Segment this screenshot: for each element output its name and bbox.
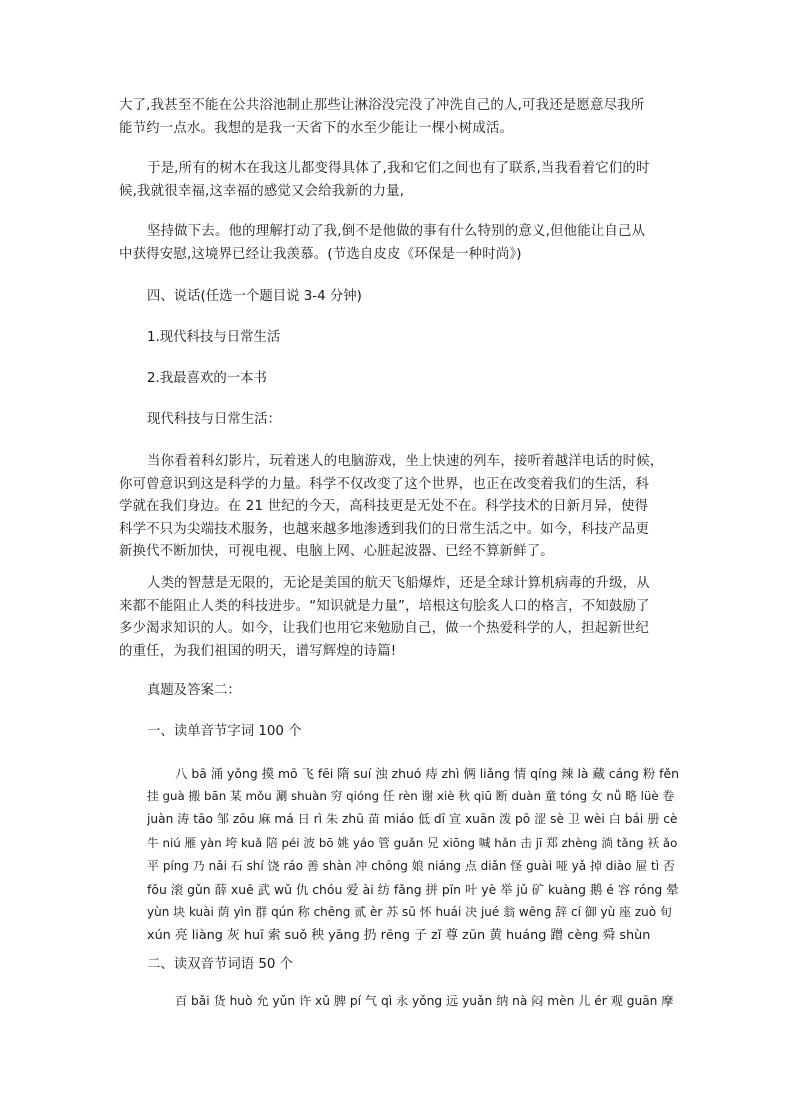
part-two-title: 二、读双音节词语 50 个 bbox=[147, 957, 294, 972]
pinyin-monosyllable-list bbox=[119, 762, 679, 948]
text-line: 科学不只为尖端技术服务，也越来越多地渗透到我们的日常生活之中。如今，科技产品更 bbox=[119, 521, 650, 537]
text-line: 学就在我们身边。在 21 世纪的今天，高科技更是无处不在。科学技术的日新月异，使得 bbox=[119, 499, 649, 514]
answers-two-title: 真题及答案二： bbox=[147, 683, 241, 698]
paragraph-intro bbox=[119, 95, 675, 140]
pinyin-line: 八 bā 涌 yǒng 摸 mō 飞 fēi 隋 suí 浊 zhuó 痔 zhì 俩 liǎng 情 qíng 辣 là 藏 cáng 粉 fěn bbox=[175, 766, 680, 781]
text-line: 中获得安慰,这境界已经让我羡慕。(节选自皮皮《环保是一种时尚》) bbox=[119, 246, 522, 262]
topic-heading: 现代科技与日常生活： bbox=[147, 412, 281, 427]
essay-paragraph-2 bbox=[119, 573, 675, 663]
pinyin-line: fǒu 滚 gǔn 薛 xuē 武 wǔ 仇 chóu 爱 ài 纺 fǎng 拼 pīn 叶 yè 举 jǔ 矿 kuàng 鹅 é 容 róng 晕 bbox=[147, 882, 679, 898]
text-line: 多少渴求知识的人。如今，让我们也用它来勉励自己，做一个热爱科学的人，担起新世纪 bbox=[119, 621, 650, 636]
text-line: 候,我就很幸福,这幸福的感觉又会给我新的力量, bbox=[119, 183, 405, 199]
text-line: 大了,我甚至不能在公共浴池制止那些让淋浴没完没了冲洗自己的人,可我还是愿意尽我所 bbox=[119, 98, 645, 113]
text-line: 新换代不断加快，可视电视、电脑上网、心脏起波器、已经不算新鲜了。 bbox=[119, 544, 554, 559]
paragraph-persist bbox=[119, 221, 675, 266]
paragraph-trees bbox=[119, 158, 675, 203]
text-line: 你可曾意识到这是科学的力量。科学不仅改变了这个世界，也正在改变着我们的生活，科 bbox=[119, 476, 650, 492]
pinyin-line: yùn 块 kuài 荫 yìn 群 qún 称 chēng 贰 èr 苏 sū 怀 huái 决 jué 翁 wēng 辞 cí 御 yù 座 zuò 旬 bbox=[147, 905, 672, 920]
text-line: 当你看着科幻影片，玩着迷人的电脑游戏，坐上快速的列车，接听着越洋电话的时候， bbox=[147, 454, 664, 469]
essay-paragraph-1 bbox=[119, 451, 675, 564]
topic-two: 2.我最喜欢的一本书 bbox=[147, 371, 267, 386]
text-line: 人类的智慧是无限的，无论是美国的航天飞船爆炸，还是全球计算机病毒的升级，从 bbox=[147, 576, 650, 591]
pinyin-line: juàn 涛 tāo 邹 zōu 麻 má 日 rì 朱 zhū 苗 miáo 低 dī 宣 xuān 泼 pō 涩 sè 卫 wèi 白 bái 册 cè bbox=[147, 812, 678, 827]
pinyin-disyllable-list bbox=[119, 990, 679, 1013]
text-line: 来都不能阻止人类的科技进步。“知识就是力量”，培根这句脍炙人口的格言，不知鼓励了 bbox=[119, 598, 650, 614]
pinyin-line: 平 píng 乃 nǎi 石 shí 饶 ráo 善 shàn 冲 chōng 娘 niáng 点 diǎn 怪 guài 哑 yǎ 掉 diào 屉 tì 否 bbox=[147, 858, 675, 873]
text-line: 能节约一点水。我想的是我一天省下的水至少能让一棵小树成活。 bbox=[119, 120, 514, 136]
pinyin-line: 挂 guà 搬 bān 某 mǒu 涮 shuàn 穷 qióng 任 rèn 谢 xiè 秋 qiū 断 duàn 童 tóng 女 nǚ 略 lüè 卷 bbox=[147, 789, 675, 804]
text-line: 的重任，为我们祖国的明天，谱写辉煌的诗篇! bbox=[119, 643, 397, 659]
pinyin-line: 牛 niú 雁 yàn 垮 kuǎ 陪 péi 波 bō 姚 yáo 管 guǎn 兄 xiōng 喊 hǎn 击 jī 郑 zhèng 淌 tǎng 袄 ǎo bbox=[147, 835, 678, 850]
pinyin-line: xún 亮 liàng 灰 huī 索 suǒ 秧 yāng 扔 rēng 子 zǐ 尊 zūn 黄 huáng 蹭 cèng 舜 shùn bbox=[147, 928, 651, 944]
part-one-title: 一、读单音节字词 100 个 bbox=[147, 724, 302, 739]
topic-one: 1.现代科技与日常生活 bbox=[147, 330, 281, 345]
section-four-title: 四、说话(任选一个题目说 3-4 分钟) bbox=[147, 289, 362, 304]
text-line: 于是,所有的树木在我这儿都变得具体了,我和它们之间也有了联系,当我看着它们的时 bbox=[147, 161, 650, 176]
text-line: 坚持做下去。他的理解打动了我,倒不是他做的事有什么特别的意义,但他能让自己从 bbox=[147, 224, 646, 239]
pinyin-line: 百 bǎi 货 huò 允 yǔn 许 xǔ 脾 pí 气 qì 永 yǒng 远 yuǎn 纳 nà 闷 mèn 儿 ér 观 guān 摩 bbox=[175, 994, 674, 1008]
